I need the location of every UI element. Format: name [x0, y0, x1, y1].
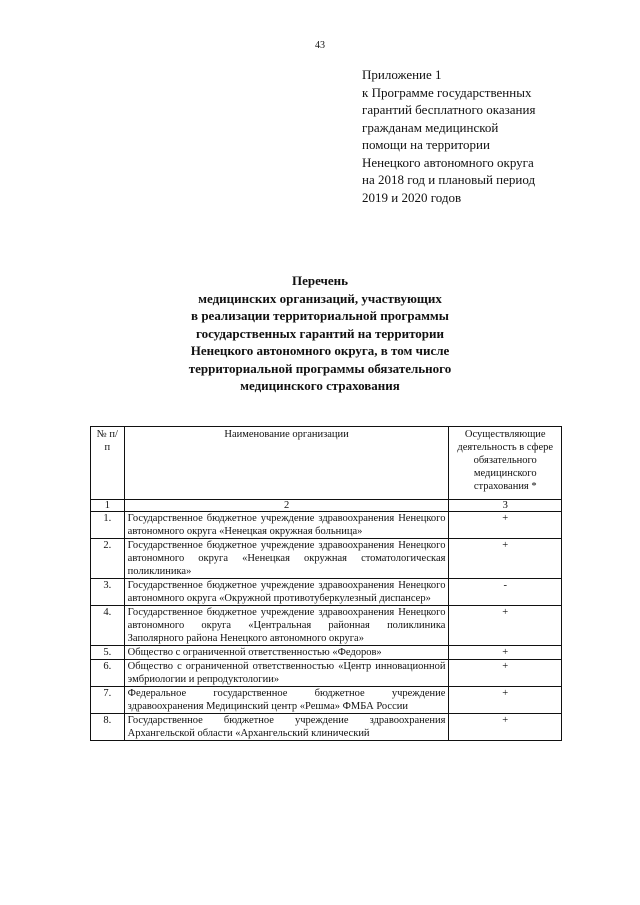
title-line: Ненецкого автономного округа, в том числе — [190, 343, 450, 358]
oms-mark: - — [449, 579, 562, 606]
title-line: Перечень — [291, 273, 349, 288]
oms-mark: + — [449, 646, 562, 660]
table-row — [91, 579, 562, 606]
column-number-row — [91, 500, 562, 512]
page-number: 43 — [315, 40, 325, 51]
appendix-caption — [362, 66, 602, 206]
organization-name: Государственное бюджетное учреждение здравоохранения Ненецкого автономного округа «Центральная районная поликлиника Заполярного района Ненецкого автономного округа» — [124, 606, 449, 646]
title-line: государственных гарантий на территории — [195, 325, 444, 341]
appendix-line: к Программе государственных — [362, 84, 532, 100]
column-number: 2 — [124, 500, 449, 512]
organization-name: Государственное бюджетное учреждение здравоохранения Ненецкого автономного округа «Окружной противотуберкулезный диспансер» — [124, 579, 449, 606]
appendix-line: помощи на территории — [362, 137, 490, 152]
appendix-line: Ненецкого автономного округа — [362, 154, 534, 170]
table-header-row — [91, 427, 562, 500]
title-line: в реализации территориальной программы — [191, 308, 449, 323]
oms-mark: + — [449, 606, 562, 646]
row-number: 3. — [91, 579, 125, 606]
document-title — [0, 272, 640, 395]
appendix-line: на 2018 год и плановый период — [362, 172, 536, 187]
row-number: 4. — [91, 606, 125, 646]
appendix-line: Приложение 1 — [362, 67, 442, 82]
header-mark: Осуществляющие деятельность в сфере обязательного медицинского страхования * — [449, 427, 562, 500]
organization-name: Государственное бюджетное учреждение здравоохранения Архангельской области «Архангельский клинический — [124, 714, 449, 741]
oms-mark: + — [449, 660, 562, 687]
organization-name: Общество с ограниченной ответственностью «Центр инновационной эмбриологии и репродуктологии» — [124, 660, 449, 687]
appendix-line: гражданам медицинской — [362, 119, 499, 135]
column-number: 3 — [449, 500, 562, 512]
oms-mark: + — [449, 687, 562, 714]
table-row — [91, 512, 562, 539]
row-number: 8. — [91, 714, 125, 741]
row-number: 2. — [91, 539, 125, 579]
title-line: медицинского страхования — [240, 378, 400, 393]
table-row — [91, 714, 562, 741]
row-number: 7. — [91, 687, 125, 714]
row-number: 6. — [91, 660, 125, 687]
header-name: Наименование организации — [124, 427, 449, 500]
organization-name: Общество с ограниченной ответственностью «Федоров» — [124, 646, 449, 660]
column-number: 1 — [91, 500, 125, 512]
appendix-line: гарантий бесплатного оказания — [362, 102, 536, 117]
title-line: территориальной программы обязательного — [188, 360, 452, 376]
organizations-table — [90, 426, 562, 741]
oms-mark: + — [449, 512, 562, 539]
organization-name: Федеральное государственное бюджетное учреждение здравоохранения Медицинский центр «Решма» ФМБА России — [124, 687, 449, 714]
organization-name: Государственное бюджетное учреждение здравоохранения Ненецкого автономного округа «Ненецкая окружная стоматологическая поликлиника» — [124, 539, 449, 579]
table-row — [91, 539, 562, 579]
table-row — [91, 646, 562, 660]
header-num: № п/п — [91, 427, 125, 500]
appendix-line: 2019 и 2020 годов — [362, 189, 462, 205]
organization-name: Государственное бюджетное учреждение здравоохранения Ненецкого автономного округа «Ненецкая окружная больница» — [124, 512, 449, 539]
oms-mark: + — [449, 539, 562, 579]
oms-mark: + — [449, 714, 562, 741]
row-number: 1. — [91, 512, 125, 539]
table-row — [91, 687, 562, 714]
table-row — [91, 660, 562, 687]
title-line: медицинских организаций, участвующих — [198, 290, 442, 306]
row-number: 5. — [91, 646, 125, 660]
table-row — [91, 606, 562, 646]
